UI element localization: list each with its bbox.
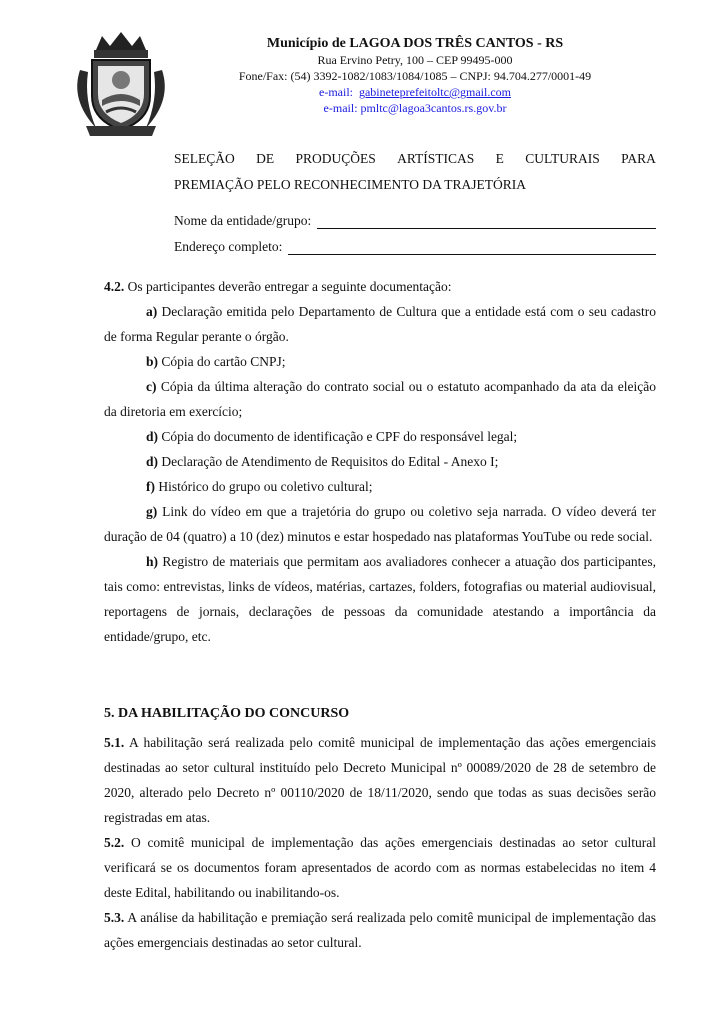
title-word: PRODUÇÕES (295, 151, 376, 166)
title-word: SELEÇÃO (174, 151, 235, 166)
section-5-body (104, 730, 656, 955)
address-line[interactable] (288, 241, 656, 255)
letterhead (180, 36, 650, 116)
email-line-2: e-mail: pmltc@lagoa3cantos.rs.gov.br (323, 101, 507, 115)
title-word: CULTURAIS (525, 151, 600, 166)
intro-text: Os participantes deverão entregar a seguinte documentação: (124, 279, 452, 294)
item-text: Link do vídeo em que a trajetória do grupo ou coletivo seja narrada. O vídeo deverá ter duração de 04 (quatro) a 10 (dez) minutos e estar hospedado nas plataformas YouTube ou rede social. (104, 504, 656, 544)
item-text: Histórico do grupo ou coletivo cultural; (155, 479, 373, 494)
entity-name-field[interactable] (174, 203, 656, 229)
item-letter: g) (146, 504, 158, 519)
list-item (104, 474, 656, 499)
item-text: Registro de materiais que permitam aos avaliadores conhecer a atuação dos participantes, tais como: entrevistas, links de vídeos, matérias, cartazes, folders, fotografias ou material audiovisual, reportagens de jornais, declarações de pessoas da comunidade atestando a importância da entidade/grupo, etc. (104, 554, 656, 644)
paragraph-5-2 (104, 830, 656, 905)
municipal-crest-icon (66, 30, 176, 140)
item-letter: a) (146, 304, 158, 319)
item-text: Cópia do cartão CNPJ; (158, 354, 286, 369)
address-label: Endereço completo: (174, 239, 283, 254)
section-4-2-intro (104, 274, 656, 299)
title-word: E (495, 151, 504, 166)
item-text: Cópia do documento de identificação e CPF do responsável legal; (158, 429, 518, 444)
email-1-link[interactable]: gabineteprefeitoltc@gmail.com (358, 85, 511, 99)
title-word: ARTÍSTICAS (397, 151, 475, 166)
address-field[interactable] (174, 229, 656, 255)
section-5-heading: 5. DA HABILITAÇÃO DO CONCURSO (104, 706, 350, 721)
list-item (104, 449, 656, 474)
item-letter: f) (146, 479, 155, 494)
form-heading-block (174, 151, 656, 255)
title-word: DE (256, 151, 275, 166)
section-number: 5.3. (104, 910, 125, 925)
list-item (104, 424, 656, 449)
item-letter: d) (146, 429, 159, 444)
paragraph-text: O comitê municipal de implementação das ações emergenciais destinadas ao setor cultural verificará se os documentos foram apresentados de acordo com as normas estabelecidas no item 4 deste Edital, habilitando ou inabilitando-os. (104, 835, 656, 900)
email-1-label: e-mail: (319, 85, 353, 99)
item-letter: b) (146, 354, 159, 369)
municipality-title: Município de LAGOA DOS TRÊS CANTOS - RS (266, 36, 564, 51)
form-title-line-1 (174, 151, 656, 177)
item-text: Declaração emitida pelo Departamento de Cultura que a entidade está com o seu cadastro de forma Regular perante o órgão. (104, 304, 656, 344)
entity-name-label: Nome da entidade/grupo: (174, 213, 312, 228)
list-item (104, 349, 656, 374)
title-word: PARA (621, 151, 656, 166)
email-line-1 (180, 84, 650, 100)
item-letter: h) (146, 554, 159, 569)
item-letter: c) (146, 379, 157, 394)
section-number: 5.2. (104, 835, 125, 850)
paragraph-text: A habilitação será realizada pelo comitê municipal de implementação das ações emergenciais destinadas ao setor cultural instituído pelo Decreto Municipal nº 00089/2020 de 28 de setembro de 2020, alterado pelo Decreto nº 00110/2020 de 18/11/2020, sendo que todas as suas decisões serão registradas em atas. (104, 735, 656, 825)
item-text: Cópia da última alteração do contrato social ou o estatuto acompanhado da ata da eleição da diretoria em exercício; (104, 379, 656, 419)
paragraph-5-1 (104, 730, 656, 830)
list-item (104, 299, 656, 349)
form-title-line-2: PREMIAÇÃO PELO RECONHECIMENTO DA TRAJETÓRIA (174, 177, 527, 192)
phone-cnpj: Fone/Fax: (54) 3392-1082/1083/1084/1085 – CNPJ: 94.704.277/0001-49 (238, 69, 592, 83)
section-4-2 (104, 274, 656, 649)
list-item (104, 549, 656, 649)
paragraph-5-3 (104, 905, 656, 955)
item-text: Declaração de Atendimento de Requisitos do Edital - Anexo I; (158, 454, 499, 469)
item-letter: d) (146, 454, 159, 469)
paragraph-text: A análise da habilitação e premiação será realizada pelo comitê municipal de implementação das ações emergenciais destinadas ao setor cultural. (104, 910, 656, 950)
section-number: 5.1. (104, 735, 125, 750)
section-number: 4.2. (104, 279, 125, 294)
address: Rua Ervino Petry, 100 – CEP 99495-000 (317, 53, 513, 67)
entity-name-line[interactable] (317, 215, 656, 229)
list-item (104, 374, 656, 424)
list-item (104, 499, 656, 549)
